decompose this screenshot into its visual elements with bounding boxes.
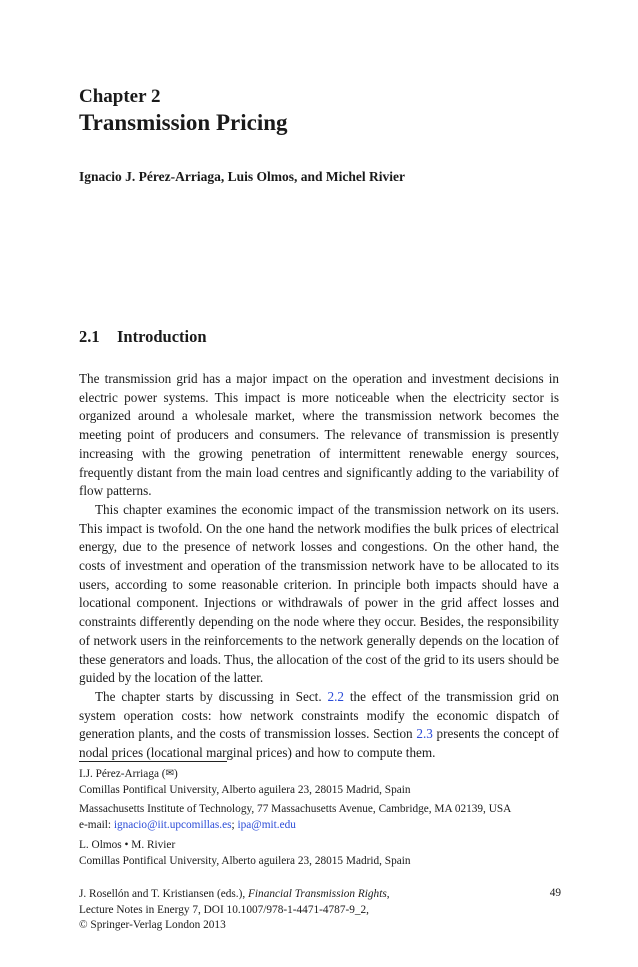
footnote-affiliation-2 bbox=[79, 802, 569, 833]
envelope-icon: ✉ bbox=[165, 768, 174, 779]
affiliation-2: Massachusetts Institute of Technology, 77 Massachusetts Avenue, Cambridge, MA 02139, USA bbox=[79, 803, 512, 815]
section-2-3-link[interactable]: 2.3 bbox=[416, 726, 433, 742]
authors-2: L. Olmos • M. Rivier bbox=[79, 839, 176, 851]
section-2-2-link[interactable]: 2.2 bbox=[327, 688, 344, 704]
author-1-close: ) bbox=[173, 768, 178, 780]
paragraph-3-part-b: the effect of the transmission grid on system operation costs: how network constraints modify the economic dispatch of generation plants, and the costs of transmission losses. Section bbox=[79, 688, 560, 742]
footnote-authors-2 bbox=[79, 838, 569, 869]
email-link-1[interactable]: ignacio@iit.upcomillas.es bbox=[113, 818, 232, 831]
section-heading bbox=[79, 327, 207, 347]
footnote-divider bbox=[79, 761, 227, 762]
affiliation-1: Comillas Pontifical University, Alberto aguilera 23, 28015 Madrid, Spain bbox=[79, 783, 411, 796]
paragraph-1: The transmission grid has a major impact on the operation and investment decisions in electric power systems. This impact is more noticeable when the electricity sector is organized around a wholesale market, where the transmission network becomes the meeting point of producers and consumers. The relevance of transmission is presently increasing with the growing penetration of intermittent renewable energy sources, frequently distant from the main load centres and significantly adding to the variability of flow patterns. bbox=[79, 371, 559, 499]
paragraph-3 bbox=[79, 688, 559, 763]
citation-editors: J. Rosellón and T. Kristiansen (eds.), bbox=[79, 888, 249, 900]
section-title: Introduction bbox=[117, 327, 207, 346]
section-number: 2.1 bbox=[79, 327, 100, 346]
author-list: Ignacio J. Pérez-Arriaga, Luis Olmos, and Michel Rivier bbox=[79, 169, 405, 184]
email-separator: ; bbox=[231, 818, 238, 831]
body-text bbox=[79, 370, 559, 763]
paragraph-3-part-c: presents the concept of nodal prices (locational marginal prices) and how to compute them. bbox=[79, 726, 559, 761]
paragraph-3-part-a: The chapter starts by discussing in Sect. bbox=[95, 688, 328, 704]
citation-series: Lecture Notes in Energy 7, DOI 10.1007/978-1-4471-4787-9_2, bbox=[79, 903, 370, 916]
citation-copyright: © Springer-Verlag London 2013 bbox=[79, 919, 226, 931]
author-1-name: I.J. Pérez-Arriaga ( bbox=[79, 768, 166, 780]
citation-block bbox=[79, 887, 549, 934]
affiliation-3: Comillas Pontifical University, Alberto aguilera 23, 28015 Madrid, Spain bbox=[79, 854, 411, 867]
citation-comma: , bbox=[386, 888, 390, 900]
page-number: 49 bbox=[549, 887, 561, 899]
footnote-author-1 bbox=[79, 766, 569, 798]
chapter-title: Transmission Pricing bbox=[79, 110, 288, 135]
citation-book-title: Financial Transmission Rights bbox=[248, 888, 387, 900]
paragraph-2: This chapter examines the economic impact of the transmission network on its users. This impact is twofold. On the one hand the network modifies the bulk prices of electrical energy, due to the presence of network losses and congestions. On the other hand, the costs of investment and operation of the transmission network have to be allocated to its users, according to some reasonable criterion. In principle both impacts should have a locational component. Injections or withdrawals of power in the grid affect losses and constraints differently depending on the node where they occur. Besides, the responsibility of network users in the reinforcements to the network generally depends on the location of these generators and loads. Thus, the allocation of the cost of the grid to its users should be guided by the location of the latter. bbox=[79, 501, 559, 686]
email-label: e-mail: bbox=[79, 818, 114, 831]
email-link-2[interactable]: ipa@mit.edu bbox=[237, 818, 296, 831]
chapter-label: Chapter 2 bbox=[79, 86, 161, 107]
